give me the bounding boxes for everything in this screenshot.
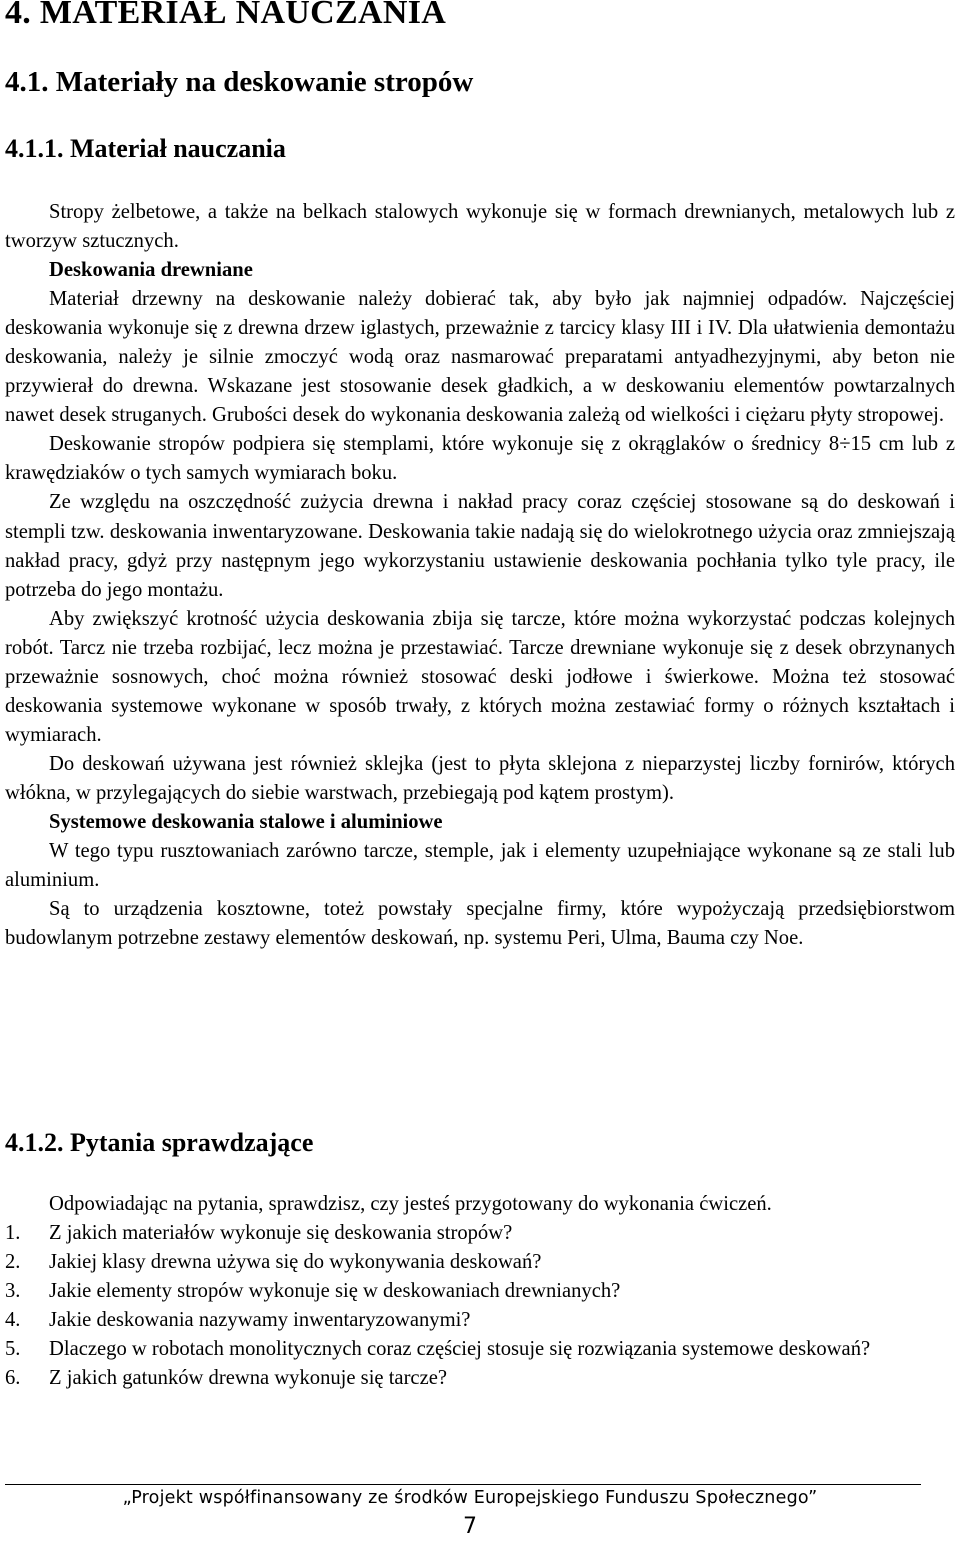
page-number: 7: [463, 1514, 477, 1539]
section-title: 4.1. Materiały na deskowanie stropów: [5, 66, 474, 98]
paragraph: Są to urządzenia kosztowne, toteż powstały specjalne firmy, które wypożyczają przedsiębiorstwom budowlanym potrzebne zestawy elementów deskowań, np. systemu Peri, Ulma, Bauma czy Noe.: [5, 898, 955, 950]
question-text: Z jakich materiałów wykonuje się deskowania stropów?: [49, 1222, 513, 1244]
questions-list: [5, 1219, 955, 1393]
question-number: 5.: [5, 1338, 21, 1360]
list-item: [5, 1306, 955, 1335]
body-text: [5, 198, 955, 953]
list-item: [5, 1277, 955, 1306]
question-text: Jakiej klasy drewna używa się do wykonywania deskowań?: [49, 1251, 542, 1273]
paragraph: W tego typu rusztowaniach zarówno tarcze, stemple, jak i elementy uzupełniające wykonane są ze stali lub aluminium.: [5, 840, 955, 892]
paragraph: Do deskowań używana jest również sklejka (jest to płyta sklejona z nieparzystej liczby fornirów, których włókna, w przylegających do siebie warstwach, przebiegają pod kątem prostym).: [5, 752, 955, 804]
paragraph: Aby zwiększyć krotność użycia deskowania zbija się tarcze, które można wykorzystać podczas kolejnych robót. Tarcz nie trzeba rozbijać, lecz można je przestawiać. Tarcze drewniane wykonuje się z desek obrzynanych przeważnie sosnowych, choć można również stosować deski jodłowe i świerkowe. Można też stosować deskowania systemowe wykonane w sposób trwały, z których można zestawiać formy o różnych kształtach i wymiarach.: [5, 607, 955, 746]
question-number: 2.: [5, 1251, 21, 1273]
question-number: 6.: [5, 1367, 21, 1389]
list-item: [5, 1335, 955, 1364]
question-text: Z jakich gatunków drewna wykonuje się tarcze?: [49, 1367, 447, 1389]
heading-wood-formwork: Deskowania drewniane: [49, 259, 253, 282]
question-text: Jakie deskowania nazywamy inwentaryzowanymi?: [49, 1309, 471, 1331]
question-number: 4.: [5, 1309, 21, 1331]
paragraph: Materiał drzewny na deskowanie należy dobierać tak, aby było jak najmniej odpadów. Najczęściej deskowania wykonuje się z drewna drzew iglastych, przeważnie z tarcicy klasy III i IV. Dla ułatwienia demontażu deskowania, należy je silnie zmoczyć wodą oraz nasmarować preparatami antyadhezyjnymi, aby beton nie przywierał do drewna. Wskazane jest stosowanie desek gładkich, a w deskowaniu elementów powtarzalnych nawet desek struganych. Grubości desek do wykonania deskowania zależą od wielkości i ciężaru płyty stropowej.: [5, 288, 955, 427]
question-text: Dlaczego w robotach monolitycznych coraz częściej stosuje się rozwiązania systemowe deskowań?: [49, 1338, 871, 1360]
paragraph: Stropy żelbetowe, a także na belkach stalowych wykonuje się w formach drewnianych, metalowych lub z tworzyw sztucznych.: [5, 201, 955, 253]
list-item: [5, 1364, 955, 1393]
question-text: Jakie elementy stropów wykonuje się w deskowaniach drewnianych?: [49, 1280, 621, 1302]
paragraph: Deskowanie stropów podpiera się stemplami, które wykonuje się z okrąglaków o średnicy 8÷15 cm lub z krawędziaków o tych samych wymiarach boku.: [5, 433, 955, 485]
list-item: [5, 1248, 955, 1277]
questions-intro: Odpowiadając na pytania, sprawdzisz, czy jesteś przygotowany do wykonania ćwiczeń.: [49, 1193, 772, 1215]
list-item: [5, 1219, 955, 1248]
question-number: 3.: [5, 1280, 21, 1302]
footer-text: „Projekt współfinansowany ze środków Europejskiego Funduszu Społecznego”: [122, 1488, 818, 1508]
heading-system-formwork: Systemowe deskowania stalowe i aluminiowe: [49, 810, 443, 833]
questions-title: 4.1.2. Pytania sprawdzające: [5, 1128, 314, 1157]
chapter-title: 4. MATERIAŁ NAUCZANIA: [5, 0, 447, 31]
footer-divider: [5, 1484, 921, 1485]
question-number: 1.: [5, 1222, 21, 1244]
subsection-title: 4.1.1. Materiał nauczania: [5, 134, 286, 163]
paragraph: Ze względu na oszczędność zużycia drewna i nakład pracy coraz częściej stosowane są do deskowań i stempli tzw. deskowania inwentaryzowane. Deskowania takie nadają się do wielokrotnego użycia oraz zmniejszają nakład pracy, gdyż przy następnym jego wykorzystaniu ustawienie deskowania pochłania tylko tyle pracy, ile potrzeba do jego montażu.: [5, 491, 955, 601]
